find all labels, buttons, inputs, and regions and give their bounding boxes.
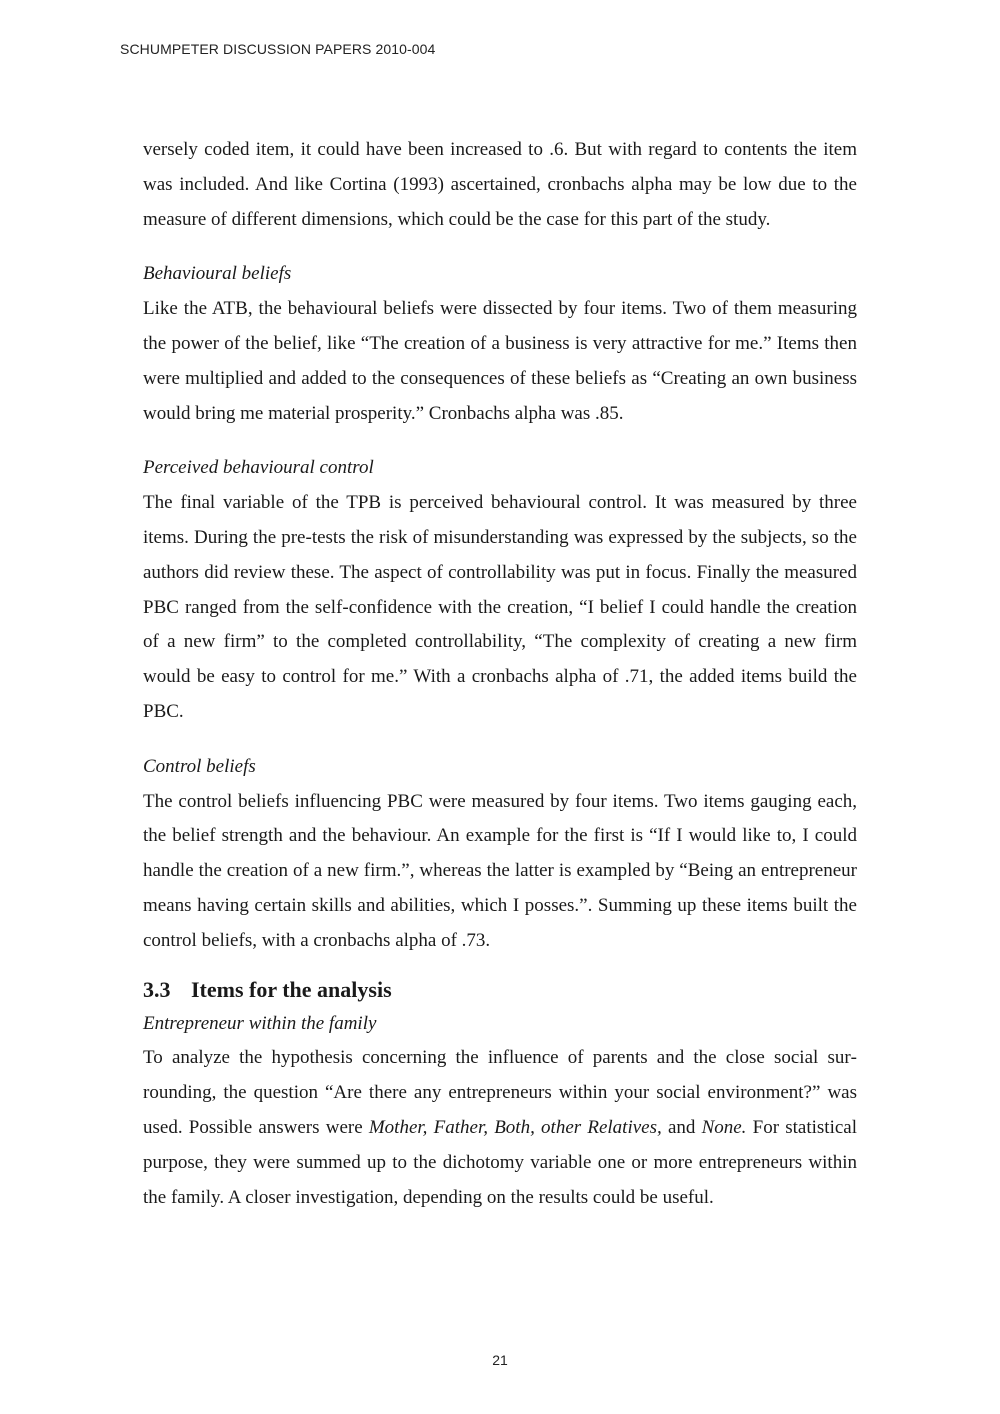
section-heading: [143, 973, 857, 1007]
paragraph-perceived-behavioural-control: The final variable of the TPB is perceived behavioural control. It was measured by three items. During the pre-tests the risk of misunderstanding was expressed by the subjects, so the authors did review these. The aspect of controllability was put in focus. Finally the measured PBC ranged from the self-confidence with the creation, “I belief I could handle the creation of a new firm” to the completed controllability, “The complexity of creating a new firm would be easy to control for me.” With a cronbachs alpha of .71, the added items build the PBC.: [143, 492, 857, 722]
subheading-perceived-behavioural-control: Perceived behavioural control: [143, 457, 374, 479]
italic-answer-none: None.: [701, 1116, 747, 1138]
subheading-entrepreneur-family: Entrepreneur within the family: [143, 1012, 377, 1034]
section-title: Items for the analysis: [191, 976, 392, 1002]
page-body: [143, 133, 857, 1215]
subheading-behavioural-beliefs: Behavioural beliefs: [143, 263, 292, 285]
paragraph-entrepreneur-family: [143, 1041, 857, 1215]
intro-paragraph: versely coded item, it could have been increased to .6. But with regard to contents the item was included. And like Cortina (1993) ascertained, cronbachs alpha may be low due to the measure of different dimensions, which could be the case for this part of the study.: [143, 139, 857, 230]
running-header: SCHUMPETER DISCUSSION PAPERS 2010-004: [120, 41, 436, 57]
subheading-control-beliefs: Control beliefs: [143, 755, 256, 777]
italic-answers: Mother, Father, Both, other Relatives,: [368, 1116, 662, 1138]
paragraph-behavioural-beliefs: Like the ATB, the behavioural beliefs were dissected by four items. Two of them measuring the power of the belief, like “The creation of a business is very attractive for me.” Items then were multiplied and added to the consequences of these beliefs as “Creating an own business would bring me material prosperity.” Cronbachs alpha was .85.: [143, 298, 857, 424]
text-segment: To analyze the hypothesis concerning the influence of parents and the close social surrounding, the question “Are there any entrepreneurs within your social environment?” was used. Possible answers were: [143, 1047, 857, 1138]
text-segment: For statistical purpose, they were summed up to the dichotomy variable one or more entrepreneurs within the family. A closer investigation, depending on the results could be useful.: [143, 1116, 857, 1208]
page-number: 21: [492, 1352, 508, 1368]
paragraph-control-beliefs: The control beliefs influencing PBC were measured by four items. Two items gauging each, the belief strength and the behaviour. An example for the first is “If I would like to, I could handle the creation of a new firm.”, whereas the latter is exampled by “Being an entrepreneur means having certain skills and abilities, which I posses.”. Summing up these items built the control beliefs, with a cronbachs alpha of .73.: [143, 790, 857, 951]
section-number: 3.3: [143, 976, 171, 1002]
text-segment: and: [661, 1116, 702, 1138]
